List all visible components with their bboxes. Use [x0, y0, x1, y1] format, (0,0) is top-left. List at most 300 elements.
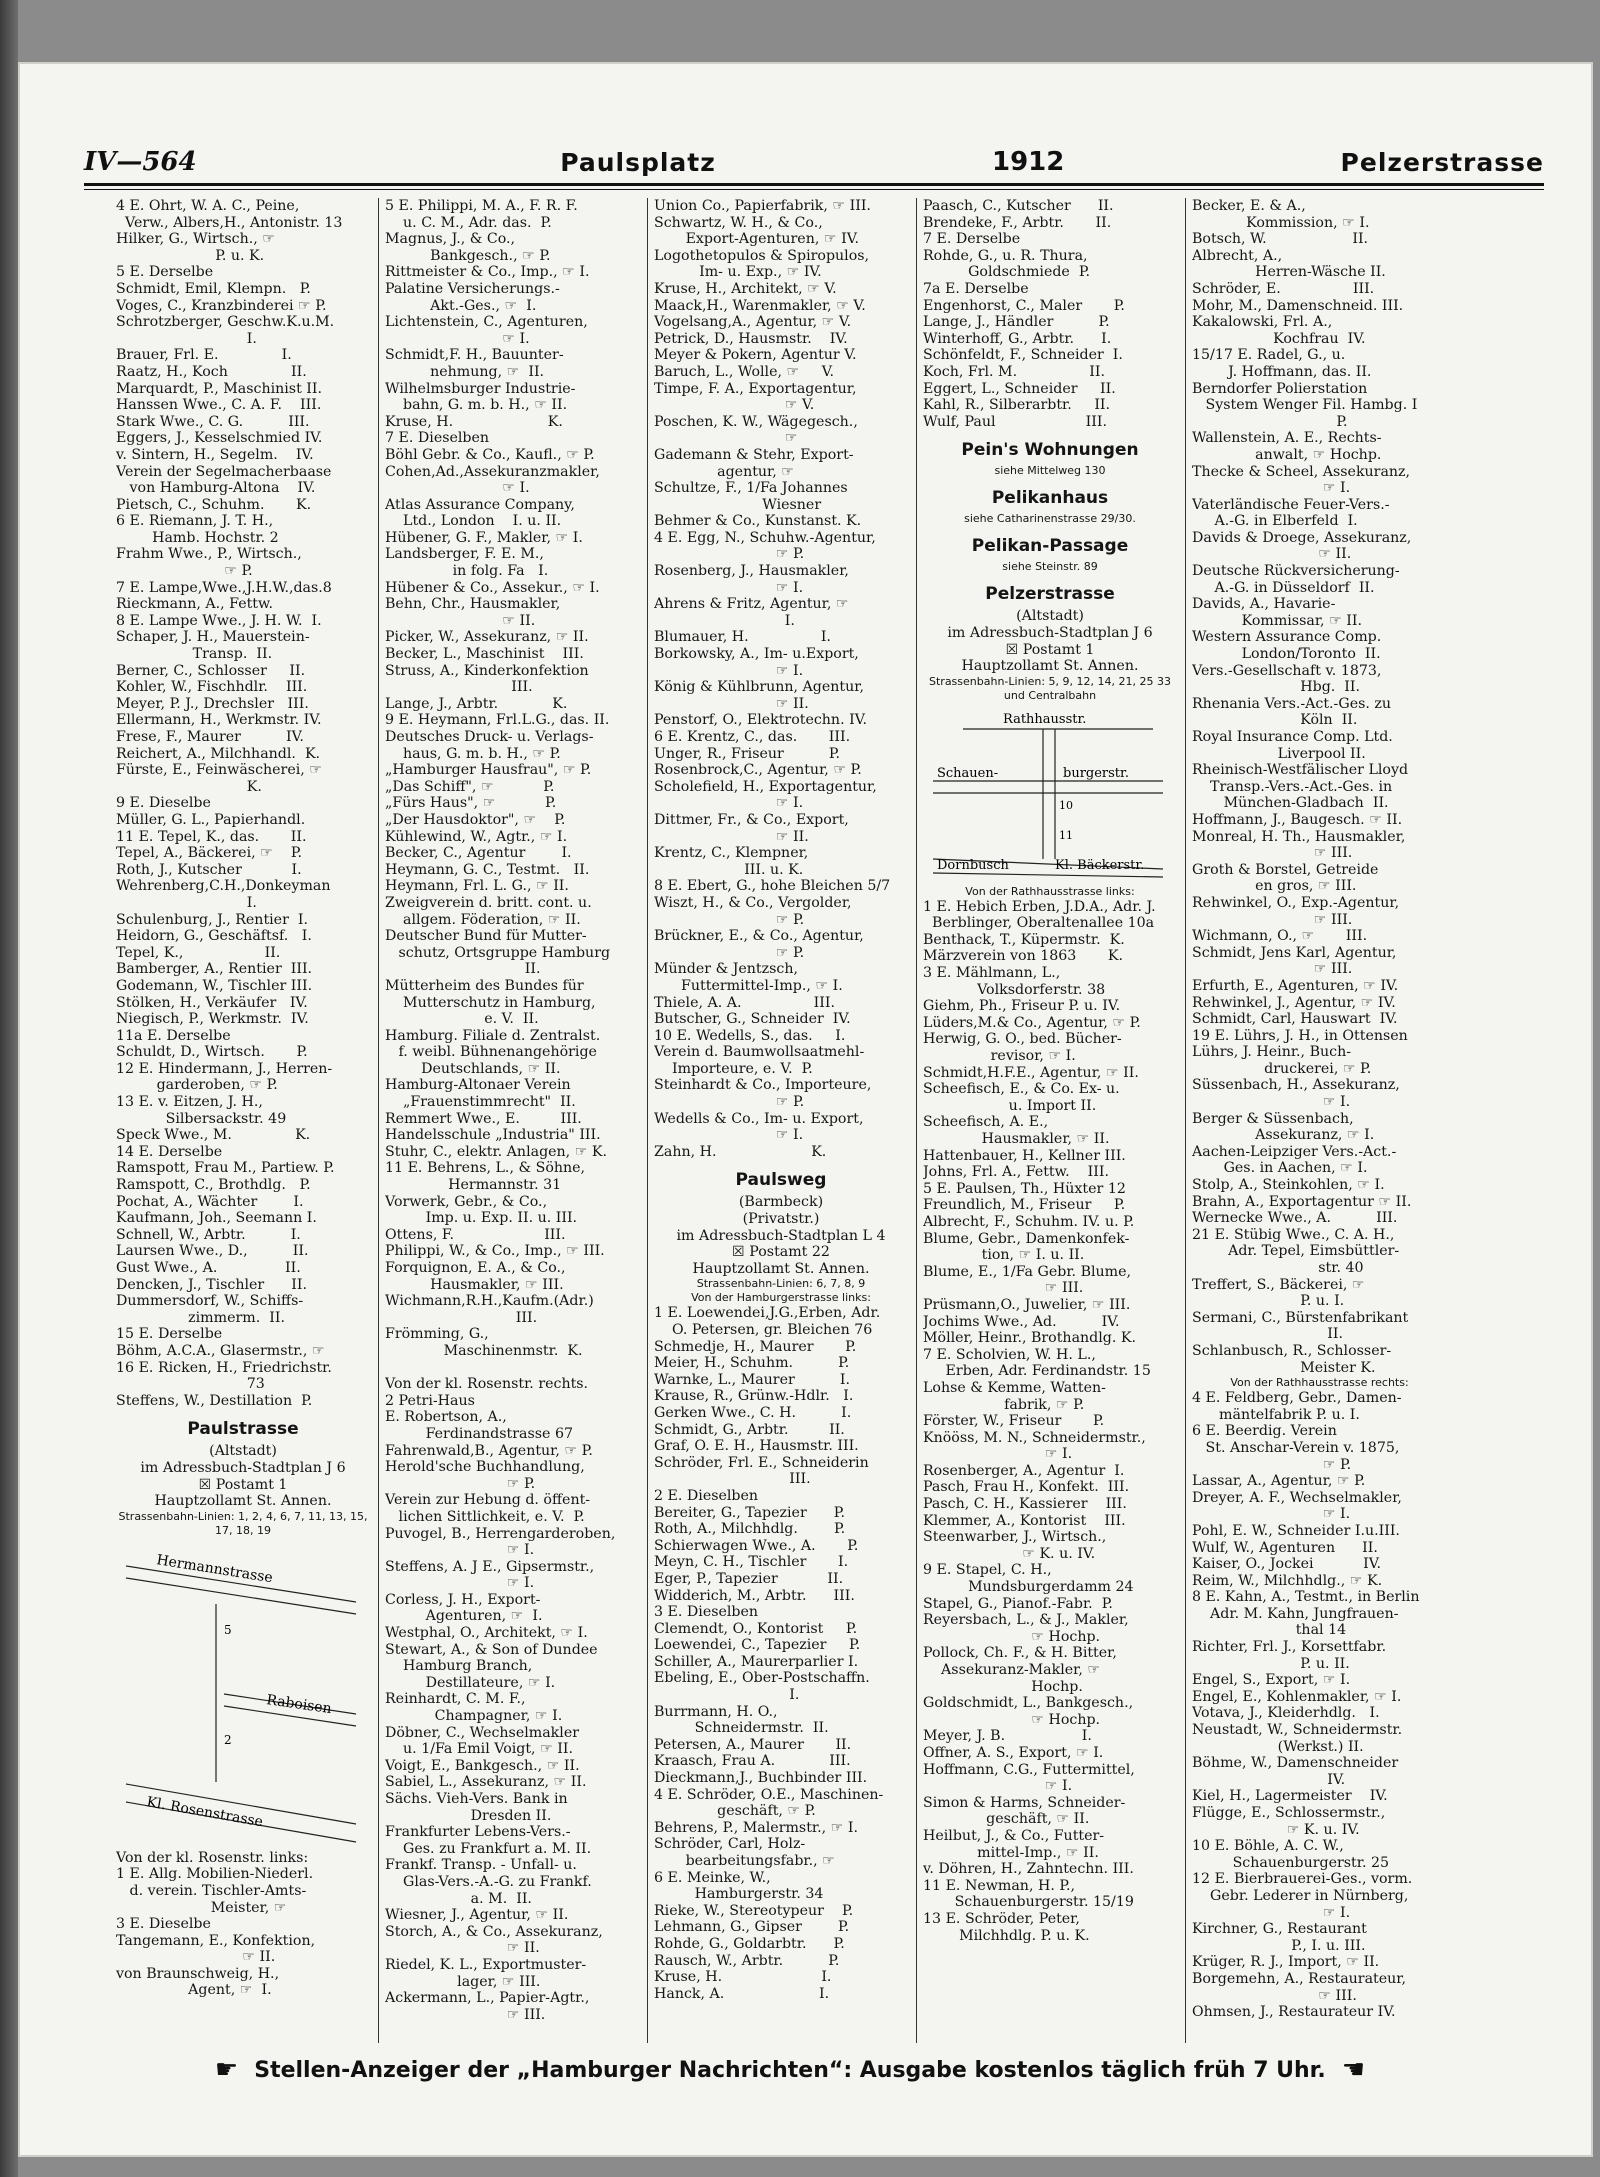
directory-entry-line: Schulenburg, J., Rentier I.: [116, 911, 308, 928]
directory-entry-line: Hanck, A. I.: [654, 1985, 830, 2002]
directory-entry-line: Koch, Frl. M. II.: [923, 363, 1105, 380]
directory-entry-line: 11a E. Derselbe: [116, 1027, 231, 1044]
directory-entry-line: Kruse, H. I.: [654, 1969, 832, 1986]
directory-entry-line: Köln II.: [1192, 712, 1358, 729]
directory-entry-line: Fürste, E., Feinwäscherei, ☞: [116, 762, 323, 779]
directory-entry-line: Botsch, W. II.: [1192, 231, 1369, 248]
directory-entry-line: Thecke & Scheel, Assekuranz,: [1192, 463, 1411, 480]
directory-entry-line: Verw., Albers,H., Antonistr. 13: [116, 214, 343, 231]
directory-entry-line: System Wenger Fil. Hambg. I: [1192, 397, 1418, 414]
directory-entry-line: 4 E. Schröder, O.E., Maschinen-: [654, 1786, 884, 1803]
directory-entry-line: fabrik, ☞ P.: [923, 1396, 1085, 1413]
directory-entry-line: Loewendei, C., Tapezier P.: [654, 1637, 861, 1654]
directory-entry-line: Erben, Adr. Ferdinandstr. 15: [923, 1363, 1151, 1380]
directory-entry-line: 5 E. Paulsen, Th., Hüxter 12: [923, 1180, 1126, 1197]
directory-entry-line: P. u. K.: [116, 247, 265, 264]
directory-entry-line: Pochat, A., Wächter I.: [116, 1193, 304, 1210]
directory-entry-line: Deutsches Druck- u. Verlags-: [385, 729, 594, 745]
directory-entry-line: 5 E. Derselbe: [116, 264, 214, 281]
directory-entry-line: Agent, ☞ I.: [116, 1982, 272, 1999]
directory-entry-line: St. Anschar-Verein v. 1875,: [1192, 1439, 1400, 1456]
directory-entry-line: Rhenania Vers.-Act.-Ges. zu: [1192, 695, 1391, 712]
directory-entry-line: Winterhoff, G., Arbtr. I.: [923, 330, 1112, 347]
section-sub-line: im Adressbuch-Stadtplan J 6: [140, 1459, 346, 1476]
tram-lines: Strassenbahn-Linien: 1, 2, 4, 6, 7, 11, 13, 15, 17, 18, 19: [118, 1509, 368, 1537]
directory-entry-line: Hilker, G., Wirtsch., ☞: [116, 231, 276, 248]
directory-entry-line: Schauenburgerstr. 15/19: [923, 1894, 1134, 1911]
directory-entry-line: E. Robertson, A.,: [385, 1409, 507, 1426]
directory-entry-line: Bereiter, G., Tapezier P.: [654, 1504, 845, 1521]
directory-entry-line: Bankgesch., ☞ P.: [385, 247, 551, 264]
section-sub-line: Hauptzollamt St. Annen.: [154, 1493, 332, 1510]
directory-entry-line: Zahn, H. K.: [654, 1143, 827, 1160]
directory-entry-line: Paasch, C., Kutscher II.: [923, 198, 1114, 214]
directory-entry-line: Im- u. Exp., ☞ IV.: [654, 264, 822, 281]
directory-entry-line: Herwig, G. O., bed. Bücher-: [923, 1031, 1122, 1048]
directory-entry-line: Hamburg. Filiale d. Zentralst.: [385, 1027, 601, 1044]
directory-entry-line: Stark Wwe., C. G. III.: [116, 413, 310, 430]
directory-entry-line: 3 E. Dieselben: [654, 1604, 759, 1621]
directory-entry-line: Verein zur Hebung d. öffent-: [385, 1492, 591, 1509]
directory-entry-line: I.: [654, 612, 795, 629]
directory-entry-line: Krüger, R. J., Import, ☞ II.: [1192, 1954, 1380, 1971]
direction-note: Von der Rathhausstrasse links:: [965, 884, 1135, 898]
directory-entry-line: lager, ☞ III.: [385, 1973, 541, 1990]
directory-entry-line: 6 E. Riemann, J. T. H.,: [116, 513, 274, 530]
directory-entry-line: Petrick, D., Hausmstr. IV.: [654, 330, 848, 347]
directory-entry-line: Lehmann, G., Gipser P.: [654, 1919, 850, 1936]
directory-entry-line: Mütterheim des Bundes für: [385, 977, 584, 994]
directory-entry-line: Wedells & Co., Im- u. Export,: [654, 1110, 864, 1127]
directory-entry-line: Meister, ☞: [116, 1899, 287, 1916]
directory-entry-line: Cohen,Ad.,Assekuranzmakler,: [385, 463, 600, 480]
directory-entry-line: 13 E. v. Eitzen, J. H.,: [116, 1094, 263, 1111]
street-map-pelzerstrasse: [923, 709, 1173, 879]
column-2: [379, 198, 648, 2043]
directory-entry-line: Imp. u. Exp. II. u. III.: [385, 1210, 578, 1227]
map-number: 2: [224, 1732, 232, 1747]
directory-entry-line: Kaiser, O., Jockei IV.: [1192, 1556, 1382, 1573]
directory-entry-line: 7 E. Derselbe: [923, 231, 1021, 248]
directory-entry-line: Schmidt, Jens Karl, Agentur,: [1192, 944, 1397, 961]
directory-entry-line: Ges. zu Frankfurt a. M. II.: [385, 1840, 592, 1857]
directory-entry-line: 21 E. Stübig Wwe., C. A. H.,: [1192, 1226, 1395, 1243]
directory-entry-line: Simon & Harms, Schneider-: [923, 1794, 1126, 1811]
directory-entry-line: Silbersackstr. 49: [116, 1110, 287, 1127]
directory-entry-line: in folg. Fa I.: [385, 563, 549, 580]
directory-entry-line: Wichmann,R.H.,Kaufm.(Adr.): [385, 1293, 594, 1310]
section-sub-line: im Adressbuch-Stadtplan J 6: [947, 624, 1153, 641]
directory-entry-line: Reinhardt, C. M. F.,: [385, 1691, 526, 1708]
directory-entry-line: Wehrenberg,C.H.,Donkeyman: [116, 878, 331, 895]
directory-entry-line: Hoffmann, C.G., Futtermittel,: [923, 1761, 1135, 1778]
directory-entry-line: 11 E. Behrens, L., & Söhne,: [385, 1160, 586, 1177]
directory-entry-line: P. u. II.: [1192, 1655, 1350, 1672]
directory-entry-line: Schröder, Carl, Holz-: [654, 1836, 806, 1853]
directory-entry-line: ☞ I.: [654, 795, 804, 812]
directory-entry-line: Assekuranz-Makler, ☞: [923, 1662, 1101, 1678]
directory-entry-line: Becker, E. & A.,: [1192, 198, 1306, 214]
directory-entry-line: Gerken Wwe., C. H. I.: [654, 1404, 852, 1421]
directory-entry-line: Böhme, W., Damenschneider: [1192, 1755, 1399, 1772]
directory-entry-line: von Braunschweig, H.,: [116, 1965, 280, 1982]
col3-entries-2: [654, 1305, 908, 2002]
directory-entry-line: haus, G. m. b. H., ☞ P.: [385, 745, 561, 762]
directory-entry-line: Penstorf, O., Elektrotechn. IV.: [654, 712, 867, 729]
directory-entry-line: Kruse, H., Architekt, ☞ V.: [654, 280, 837, 297]
directory-entry-line: Tepel, A., Bäckerei, ☞ P.: [116, 845, 303, 862]
directory-entry-line: Schlanbusch, R., Schlosser-: [1192, 1342, 1392, 1359]
directory-entry-line: en gros, ☞ III.: [1192, 878, 1357, 895]
directory-entry-line: Adr. Tepel, Eimsbüttler-: [1192, 1243, 1400, 1260]
directory-entry-line: Rehwinkel, O., Exp.-Agentur,: [1192, 894, 1400, 911]
directory-entry-line: Ramspott, C., Brothdlg. P.: [116, 1177, 311, 1194]
directory-entry-line: Maschinenmstr. K.: [385, 1342, 583, 1359]
directory-entry-line: J. Hoffmann, das. II.: [1192, 363, 1372, 380]
directory-entry-line: ☞ I.: [923, 1778, 1073, 1795]
directory-entry-line: Marquardt, P., Maschinist II.: [116, 380, 323, 397]
directory-entry-line: 4 E. Ohrt, W. A. C., Peine,: [116, 198, 300, 214]
directory-entry-line: Forquignon, E. A., & Co.,: [385, 1260, 566, 1276]
map-number: 5: [224, 1622, 232, 1637]
directory-entry-line: 2 E. Dieselben: [654, 1487, 759, 1504]
directory-entry-line: Meyer & Pokern, Agentur V.: [654, 347, 857, 364]
directory-entry-line: Reim, W., Milchhdlg., ☞ K.: [1192, 1572, 1383, 1589]
directory-entry-line: Blumauer, H. I.: [654, 629, 831, 646]
section-title-pelikanhaus: Pelikanhaus: [991, 488, 1109, 509]
directory-entry-line: Kühlewind, W., Agtr., ☞ I.: [385, 828, 568, 845]
directory-entry-line: Klemmer, A., Kontorist III.: [923, 1512, 1126, 1529]
directory-entry-line: Hamb. Hochstr. 2: [116, 529, 279, 546]
directory-entry-line: Kohler, W., Fischhdlr. III.: [116, 679, 308, 696]
directory-entry-line: 4 E. Egg, N., Schuhw.-Agentur,: [654, 529, 876, 546]
directory-entry-line: O. Petersen, gr. Bleichen 76: [654, 1322, 873, 1338]
directory-entry-line: Stölken, H., Verkäufer IV.: [116, 994, 308, 1011]
directory-entry-line: Scheefisch, A. E.,: [923, 1114, 1049, 1131]
directory-entry-line: Heymann, G. C., Testmt. II.: [385, 861, 590, 878]
directory-entry-line: 8 E. Lampe Wwe., J. H. W. I.: [116, 612, 322, 629]
directory-entry-line: Steffens, A. J E., Gipsermstr.,: [385, 1558, 595, 1575]
directory-entry-line: Stuhr, C., elektr. Anlagen, ☞ K.: [385, 1143, 608, 1160]
section-sub-line: ☒ Postamt 22: [732, 1244, 830, 1261]
directory-entry-line: Steffens, W., Destillation P.: [116, 1392, 313, 1409]
directory-entry-line: 3 E. Mählmann, L.,: [923, 965, 1061, 982]
directory-entry-line: III.: [385, 1309, 538, 1326]
map-label: Kl. Bäckerstr.: [1055, 857, 1145, 873]
directory-entry-line: Poschen, K. W., Wägegesch.,: [654, 413, 858, 430]
section-sub-line: ☒ Postamt 1: [198, 1476, 288, 1493]
section-sub-line: (Altstadt): [1016, 608, 1084, 625]
section-sub-line: (Privatstr.): [742, 1211, 820, 1228]
directory-entry-line: Rieke, W., Stereotypeur P.: [654, 1902, 854, 1919]
directory-entry-line: „Fürs Haus", ☞ P.: [385, 795, 557, 812]
directory-entry-line: Blume, Gebr., Damenkonfek-: [923, 1230, 1130, 1247]
directory-entry-line: geschäft, ☞ II.: [923, 1811, 1090, 1828]
directory-entry-line: ☞ P.: [385, 1475, 536, 1492]
directory-entry-line: Jochims Wwe., Ad. IV.: [923, 1313, 1120, 1330]
directory-entry-line: Behrens, P., Malermstr., ☞ I.: [654, 1819, 859, 1836]
directory-entry-line: Dittmer, Fr., & Co., Export,: [654, 811, 849, 828]
directory-entry-line: Hattenbauer, H., Kellner III.: [923, 1147, 1126, 1164]
directory-entry-line: Hanssen Wwe., C. A. F. III.: [116, 397, 322, 414]
directory-entry-line: Hübener & Co., Assekur., ☞ I.: [385, 579, 600, 596]
directory-entry-line: mittel-Imp., ☞ II.: [923, 1844, 1099, 1861]
directory-entry-line: Schröder, Frl. E., Schneiderin: [654, 1454, 869, 1471]
map-label: Dornbusch: [937, 857, 1009, 873]
directory-entry-line: Warnke, L., Maurer I.: [654, 1371, 850, 1388]
directory-entry-line: Freundlich, M., Friseur P.: [923, 1197, 1126, 1214]
directory-entry-line: München-Gladbach II.: [1192, 795, 1389, 812]
directory-entry-line: Votava, J., Kleiderhdlg. I.: [1192, 1705, 1380, 1722]
directory-entry-line: Volksdorferstr. 38: [923, 981, 1106, 998]
footer-text: Stellen-Anzeiger der „Hamburger Nachrichten“: Ausgabe kostenlos täglich früh 7 Uhr.: [254, 2057, 1326, 2083]
section-note: siehe Catharinenstrasse 29/30.: [964, 512, 1136, 526]
directory-entry-line: 10 E. Wedells, S., das. I.: [654, 1027, 846, 1044]
directory-entry-line: Benthack, T., Küpermstr. K.: [923, 931, 1125, 948]
directory-entry-line: ☞ P.: [654, 546, 805, 563]
directory-entry-line: Lassar, A., Agentur, ☞ P.: [1192, 1473, 1366, 1490]
directory-entry-line: Hochp.: [923, 1678, 1083, 1695]
directory-entry-line: Maack,H., Warenmakler, ☞ V.: [654, 297, 866, 314]
directory-entry-line: Heidorn, G., Geschäftsf. I.: [116, 928, 312, 945]
directory-entry-line: 1 E. Allg. Mobilien-Niederl.: [116, 1866, 314, 1883]
directory-entry-line: bahn, G. m. b. H., ☞ II.: [385, 397, 568, 414]
directory-entry-line: Dencken, J., Tischler II.: [116, 1276, 307, 1293]
directory-entry-line: Widderich, M., Arbtr. III.: [654, 1587, 855, 1604]
directory-entry-line: Remmert Wwe., E. III.: [385, 1110, 582, 1127]
directory-entry-line: Hoffmann, J., Baugesch. ☞ II.: [1192, 811, 1403, 828]
directory-entry-line: ☞ I.: [1192, 1904, 1351, 1921]
directory-entry-line: Süssenbach, H., Assekuranz,: [1192, 1077, 1400, 1094]
directory-entry-line: Kraasch, Frau A. III.: [654, 1753, 851, 1770]
directory-entry-line: ☞ III.: [1192, 845, 1353, 862]
directory-entry-line: Wernecke Wwe., A. III.: [1192, 1210, 1398, 1227]
section-sub-line: Hauptzollamt St. Annen.: [961, 658, 1139, 675]
directory-entry-line: Aachen-Leipziger Vers.-Act.-: [1192, 1143, 1397, 1160]
col1-entries: [116, 198, 370, 1409]
directory-entry-line: ☞ I.: [385, 1542, 535, 1559]
directory-entry-line: Vaterländische Feuer-Vers.-: [1192, 496, 1390, 513]
directory-entry-line: Wulf, Paul III.: [923, 413, 1108, 430]
directory-entry-line: Brauer, Frl. E. I.: [116, 347, 292, 364]
directory-entry-line: Eggers, J., Kesselschmied IV.: [116, 430, 323, 447]
directory-entry-line: Tepel, K., II.: [116, 944, 281, 961]
directory-entry-line: ☞ K. u. IV.: [923, 1545, 1096, 1562]
directory-entry-line: Schönfeldt, F., Schneider I.: [923, 347, 1123, 364]
directory-entry-line: str. 40: [1192, 1260, 1364, 1276]
directory-entry-line: Hausmakler, ☞ III.: [385, 1276, 564, 1293]
directory-entry-line: Sächs. Vieh-Vers. Bank in: [385, 1791, 568, 1807]
directory-entry-line: 11 E. Newman, H. P.,: [923, 1877, 1076, 1894]
directory-entry-line: Deutsche Rückversicherung-: [1192, 563, 1400, 580]
directory-entry-line: Assekuranz, ☞ I.: [1192, 1127, 1375, 1144]
directory-entry-line: Corless, J. H., Export-: [385, 1591, 541, 1608]
map-label: burgerstr.: [1063, 765, 1129, 781]
directory-entry-line: Schmidt, Carl, Hauswart IV.: [1192, 1011, 1398, 1028]
directory-entry-line: Palatine Versicherungs.-: [385, 280, 560, 297]
section-sub-line: ☒ Postamt 1: [1005, 641, 1095, 658]
directory-entry-line: ☞ III.: [385, 2006, 546, 2023]
directory-entry-line: Pohl, E. W., Schneider I.u.III.: [1192, 1522, 1400, 1539]
directory-entry-line: Becker, L., Maschinist III.: [385, 646, 584, 663]
directory-entry-line: v. Döhren, H., Zahntechn. III.: [923, 1861, 1134, 1878]
directory-entry-line: Deutschlands, ☞ II.: [385, 1060, 561, 1077]
directory-entry-line: Kruse, H. K.: [385, 413, 563, 430]
directory-entry-line: Groth & Borstel, Getreide: [1192, 861, 1379, 878]
directory-entry-line: Export-Agenturen, ☞ IV.: [654, 231, 859, 248]
directory-entry-line: Logothetopulos & Spiropulos,: [654, 247, 870, 264]
directory-entry-line: Engenhorst, C., Maler P.: [923, 297, 1125, 314]
directory-entry-line: Rosenberg, J., Hausmakler,: [654, 563, 849, 580]
directory-entry-line: 9 E. Heymann, Frl.L.G., das. II.: [385, 712, 610, 729]
directory-entry-line: Behmer & Co., Kunstanst. K.: [654, 513, 862, 530]
directory-entry-line: Wulf, W., Agenturen II.: [1192, 1539, 1378, 1556]
directory-entry-line: tion, ☞ I. u. II.: [923, 1247, 1085, 1264]
directory-entry-line: Voges, C., Kranzbinderei ☞ P.: [116, 297, 327, 314]
directory-entry-line: „Das Schiff", ☞ P.: [385, 778, 555, 795]
directory-entry-line: Speck Wwe., M. K.: [116, 1127, 311, 1144]
directory-entry-line: 2 Petri-Haus: [385, 1392, 475, 1409]
directory-entry-line: ☞ III.: [1192, 911, 1353, 928]
directory-entry-line: Mundsburgerdamm 24: [923, 1579, 1134, 1596]
directory-entry-line: ☞ Hochp.: [923, 1711, 1101, 1728]
directory-entry-line: ☞ P.: [654, 1094, 805, 1111]
directory-entry-line: Lührs, J. Heinr., Buch-: [1192, 1044, 1352, 1061]
directory-entry-line: Puvogel, B., Herrengarderoben,: [385, 1525, 616, 1542]
directory-entry-line: Landsberger, F. E. M.,: [385, 546, 544, 563]
directory-entry-line: Richter, Frl. J., Korsettfabr.: [1192, 1639, 1387, 1656]
directory-entry-line: zimmerm. II.: [116, 1309, 285, 1326]
directory-entry-line: 6 E. Krentz, C., das. III.: [654, 729, 851, 745]
directory-entry-line: Gademann & Stehr, Export-: [654, 446, 854, 463]
directory-entry-line: ☞ I.: [1192, 1506, 1351, 1523]
directory-entry-line: d. verein. Tischler-Amts-: [116, 1882, 307, 1899]
page-number: IV—564: [84, 147, 197, 177]
directory-entry-line: Roth, J., Kutscher I.: [116, 861, 302, 878]
directory-entry-line: Ramspott, Frau M., Partiew. P.: [116, 1160, 335, 1177]
directory-entry-line: Liverpool II.: [1192, 745, 1366, 762]
directory-entry-line: Fahrenwald,B., Agentur, ☞ P.: [385, 1442, 593, 1459]
directory-entry-line: I.: [116, 330, 257, 347]
directory-entry-line: 8 E. Kahn, A., Testmt., in Berlin: [1192, 1589, 1420, 1606]
directory-entry-line: Märzverein von 1863 K.: [923, 948, 1124, 965]
directory-entry-line: Hamburgerstr. 34: [654, 1886, 824, 1903]
header-right-street: Pelzerstrasse: [1340, 147, 1544, 177]
section-title-paulsweg: Paulsweg: [735, 1170, 827, 1191]
directory-entry-line: 12 E. Bierbrauerei-Ges., vorm.: [1192, 1871, 1413, 1888]
directory-entry-line: garderoben, ☞ P.: [116, 1077, 278, 1094]
directory-entry-line: Rieckmann, A., Fettw.: [116, 596, 273, 613]
directory-entry-line: Picker, W., Assekuranz, ☞ II.: [385, 629, 589, 646]
section-sub-line: Hauptzollamt St. Annen.: [692, 1260, 870, 1277]
directory-entry-line: Schiller, A., Maurerparlier I.: [654, 1653, 859, 1670]
section-sub-line: (Barmbeck): [738, 1194, 824, 1211]
directory-entry-line: Sermani, C., Bürstenfabrikant: [1192, 1309, 1409, 1326]
directory-entry-line: Union Co., Papierfabrik, ☞ III.: [654, 198, 871, 214]
directory-entry-line: Albrecht, F., Schuhm. IV. u. P.: [923, 1213, 1135, 1230]
directory-entry-line: Möller, Heinr., Brothandlg. K.: [923, 1330, 1136, 1347]
section-sub-line: (Altstadt): [209, 1443, 277, 1460]
directory-entry-line: Royal Insurance Comp. Ltd.: [1192, 729, 1393, 745]
pointing-hand-left-icon: ☚: [1341, 2055, 1366, 2085]
directory-entry-line: ☞ III.: [1192, 961, 1353, 978]
directory-entry-line: Krentz, C., Klempner,: [654, 845, 809, 862]
directory-entry-line: Ottens, F. III.: [385, 1226, 566, 1243]
directory-entry-line: (Werkst.) II.: [1192, 1738, 1364, 1755]
directory-entry-line: Verein der Segelmacherbaase: [116, 463, 332, 480]
directory-entry-line: Godemann, W., Tischler III.: [116, 977, 313, 994]
directory-entry-line: Behn, Chr., Hausmakler,: [385, 596, 561, 613]
directory-entry-line: Schmedje, H., Maurer P.: [654, 1338, 857, 1355]
directory-entry-line: II.: [385, 961, 541, 978]
directory-entry-line: Wallenstein, A. E., Rechts-: [1192, 430, 1382, 447]
directory-entry-line: Deutscher Bund für Mutter-: [385, 928, 587, 945]
directory-entry-line: Hamburg Branch,: [385, 1658, 533, 1675]
directory-entry-line: v. Sintern, H., Segelm. IV.: [116, 446, 314, 463]
directory-entry-line: 7 E. Lampe,Wwe.,J.H.W.,das.8: [116, 579, 332, 596]
directory-entry-line: Erfurth, E., Agenturen, ☞ IV.: [1192, 977, 1399, 994]
directory-entry-line: 7 E. Scholvien, W. H. L.,: [923, 1346, 1096, 1363]
directory-entry-line: Frankf. Transp. - Unfall- u.: [385, 1857, 577, 1874]
directory-entry-line: 9 E. Stapel, C. H.,: [923, 1562, 1052, 1579]
directory-entry-line: Wiesner: [654, 496, 822, 513]
directory-entry-line: Niegisch, P., Werkmstr. IV.: [116, 1011, 309, 1028]
directory-entry-line: Eger, P., Tapezier II.: [654, 1570, 844, 1587]
directory-entry-line: „Der Hausdoktor", ☞ P.: [385, 811, 566, 828]
directory-entry-line: Lichtenstein, C., Agenturen,: [385, 314, 588, 331]
directory-entry-line: Pasch, Frau H., Konfekt. III.: [923, 1479, 1130, 1496]
directory-entry-line: Döbner, C., Wechselmakler: [385, 1724, 579, 1741]
directory-entry-line: bearbeitungsfabr., ☞: [654, 1853, 835, 1869]
col4-entries: [923, 198, 1177, 430]
directory-entry-line: Scheefisch, E., & Co. Ex- u.: [923, 1081, 1120, 1098]
directory-entry-line: Berger & Süssenbach,: [1192, 1110, 1354, 1127]
directory-entry-line: ☞ I.: [654, 579, 804, 596]
directory-entry-line: ☞ Hochp.: [923, 1628, 1101, 1645]
directory-entry-line: Akt.-Ges., ☞ I.: [385, 297, 537, 314]
directory-entry-line: 1 E. Loewendei,J.G.,Erben, Adr.: [654, 1305, 881, 1322]
directory-entry-line: Schnell, W., Arbtr. I.: [116, 1226, 301, 1243]
directory-entry-line: Pietsch, C., Schuhm. K.: [116, 496, 312, 513]
directory-entry-line: allgem. Föderation, ☞ II.: [385, 911, 581, 928]
directory-entry-line: Struss, A., Kinderkonfektion: [385, 662, 589, 679]
directory-entry-line: ☞ P.: [654, 911, 805, 928]
directory-entry-line: Goldschmiede P.: [923, 264, 1091, 281]
directory-entry-line: geschäft, ☞ P.: [654, 1803, 816, 1820]
directory-entry-line: Vogelsang,A., Agentur, ☞ V.: [654, 314, 852, 331]
directory-entry-line: Wilhelmsburger Industrie-: [385, 380, 576, 397]
directory-entry-line: Burrmann, H. O.,: [654, 1703, 778, 1720]
section-title-peins-wohnungen: Pein's Wohnungen: [961, 440, 1139, 461]
directory-columns: [110, 198, 1455, 2043]
directory-entry-line: Adr. M. Kahn, Jungfrauen-: [1192, 1605, 1399, 1622]
directory-entry-line: Riedel, K. L., Exportmuster-: [385, 1956, 587, 1973]
directory-entry-line: 8 E. Ebert, G., hohe Bleichen 5/7: [654, 878, 891, 895]
directory-entry-line: Ltd., London I. u. II.: [385, 513, 562, 530]
directory-entry-line: Ges. in Aachen, ☞ I.: [1192, 1160, 1368, 1177]
directory-entry-line: Transp. II.: [116, 646, 273, 663]
map-label: Raboisen: [265, 1691, 333, 1717]
col3-entries: [654, 198, 908, 1160]
directory-entry-line: ☞ II.: [654, 828, 809, 845]
directory-entry-line: u. Import II.: [923, 1097, 1097, 1114]
directory-entry-line: Lüders,M.& Co., Agentur, ☞ P.: [923, 1014, 1141, 1031]
directory-entry-line: Rosenbrock,C., Agentur, ☞ P.: [654, 762, 862, 779]
directory-entry-line: Wiesner, J., Agentur, ☞ II.: [385, 1907, 569, 1924]
map-label: Schauen-: [937, 765, 999, 781]
col5-entries-2: [1192, 1390, 1447, 2021]
directory-entry-line: ☞ P.: [116, 563, 253, 580]
